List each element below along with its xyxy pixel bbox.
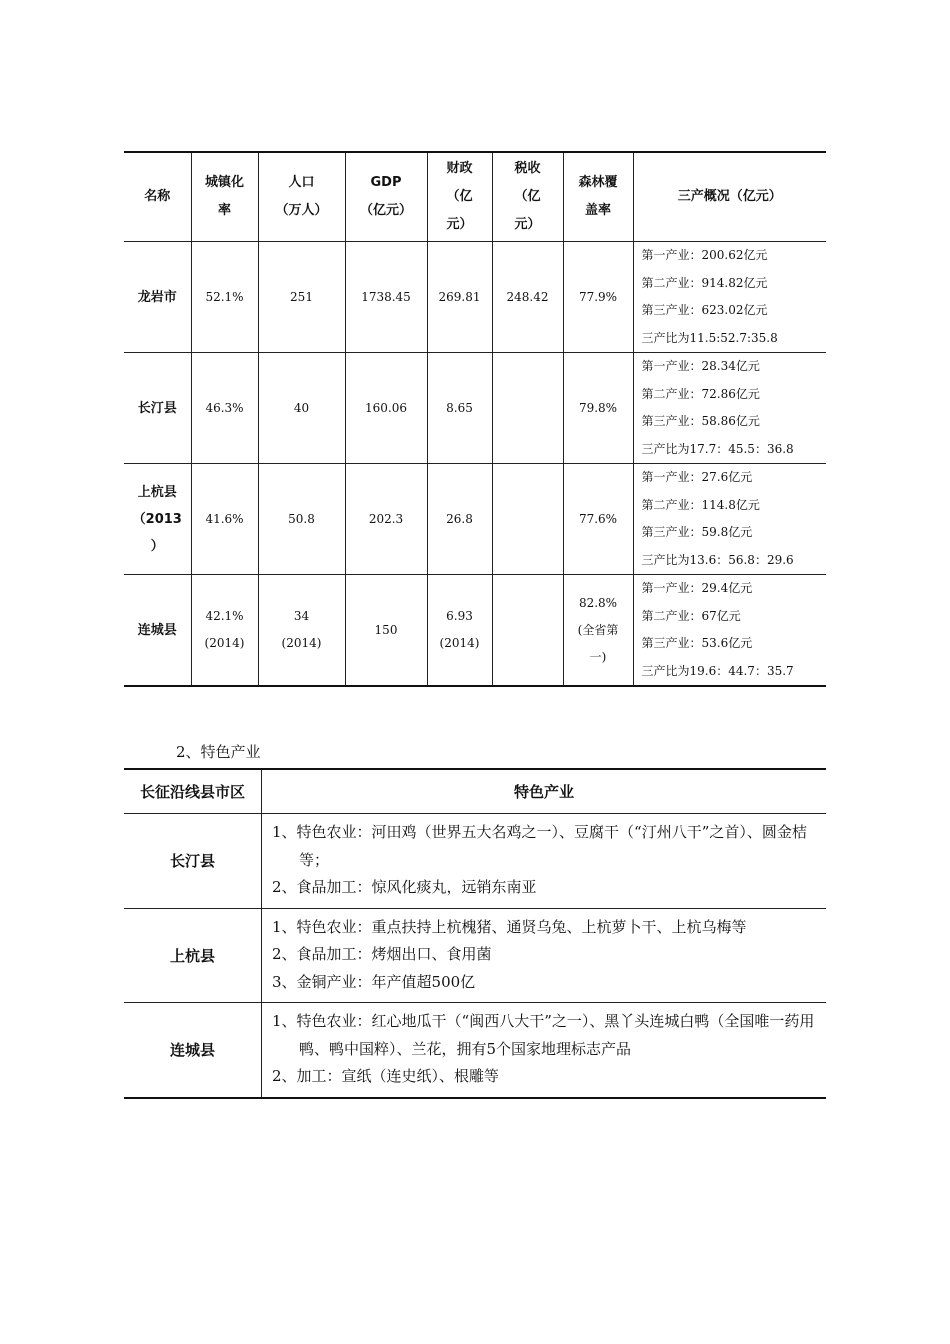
cell-line: 率 [217,203,231,218]
industry-overview-cell [633,575,826,687]
gdp-cell [345,353,427,464]
overview-line: 第二产业：67亿元 [641,608,741,623]
cell-line: 52.1% [205,289,244,304]
tax-revenue-cell [492,242,563,353]
cell-line: 长汀县 [137,400,177,416]
industry-item: 2、食品加工：烤烟出口、食用菌 [272,945,492,963]
table-row [124,242,826,353]
fiscal-revenue-cell [427,353,492,464]
header-cell [563,152,633,242]
cell-line: (2014) [281,636,322,650]
table-row [124,1003,826,1098]
cell-line: (全省第 [577,622,619,637]
cell-line: 160.06 [365,400,407,415]
industry-item: 1、特色农业：河田鸡（世界五大名鸡之一）、豆腐干（“汀州八干”之首）、圆金桔等； [272,823,807,869]
overview-line: 第一产业：200.62亿元 [641,248,768,262]
cell-line: （亿 [514,189,541,204]
cell-line: （亿元） [359,203,412,218]
fiscal-revenue-cell [427,242,492,353]
industry-item: 2、加工：宣纸（连史纸）、根雕等 [272,1067,500,1085]
header-cell [345,152,427,242]
cell-line: 50.8 [288,511,315,526]
region-name-cell [124,464,191,575]
table-row [124,464,826,575]
header-cell [191,152,258,242]
cell-line: 77.9% [578,289,618,304]
urbanization-rate-cell [191,242,258,353]
cell-line: GDP [370,175,402,190]
cell-line: 8.65 [446,400,473,415]
region-name-cell [124,353,191,464]
section-heading: 2、特色产业 [176,743,261,761]
table-row [124,908,826,1003]
cell-line: 上杭县 [137,484,177,500]
cell-line: 150 [374,622,398,637]
overview-line: 第一产业：27.6亿元 [641,470,753,484]
tax-revenue-cell [492,464,563,575]
fiscal-revenue-cell [427,575,492,687]
industry-item: 3、金铜产业：年产值超500亿 [272,972,476,991]
cell-line: 82.8% [578,595,618,610]
cell-line: 连城县 [137,622,177,638]
featured-industries-table [124,768,826,1099]
overview-line: 三产比为11.5:52.7:35.8 [641,330,778,345]
cell-line: 42.1% [205,609,244,623]
gdp-cell [345,464,427,575]
overview-line: 第三产业：58.86亿元 [641,414,760,428]
gdp-cell [345,575,427,687]
forest-coverage-cell [563,353,633,464]
county-name-cell: 长汀县 [124,814,262,909]
tax-revenue-cell [492,575,563,687]
urbanization-rate-cell [191,353,258,464]
tax-revenue-cell [492,353,563,464]
fiscal-revenue-cell [427,464,492,575]
cell-line: （万人） [275,203,328,218]
population-cell [258,464,345,575]
industry-overview-cell [633,242,826,353]
population-cell [258,575,345,687]
county-name-cell: 连城县 [124,1003,262,1098]
cell-line: 77.6% [578,511,618,526]
urbanization-rate-cell [191,575,258,687]
header-cell [492,152,563,242]
industry-list-cell [262,1003,827,1098]
header-county: 长征沿线县市区 [124,769,262,814]
cell-line: 1738.45 [361,289,411,304]
forest-coverage-cell [563,242,633,353]
cell-line: 森林覆 [578,175,618,190]
overview-line: 三产比为19.6：44.7：35.7 [641,663,794,678]
overview-line: 第二产业：72.86亿元 [641,386,760,401]
overview-line: 第一产业：28.34亿元 [641,359,760,373]
cell-line: ） [150,538,164,554]
forest-coverage-cell [563,464,633,575]
urbanization-rate-cell [191,464,258,575]
cell-line: 40 [293,400,310,415]
county-name-cell: 上杭县 [124,908,262,1003]
cell-line: 财政 [446,161,473,176]
industry-list-cell [262,908,827,1003]
cell-line: （亿 [446,189,473,204]
cell-line: 人口 [288,175,315,190]
overview-line: 三产比为17.7：45.5：36.8 [641,441,794,456]
table-row [124,575,826,687]
cell-line: 三产概况（亿元） [677,189,782,204]
table-row [124,814,826,909]
population-cell [258,353,345,464]
cell-line: 251 [290,289,313,304]
header-cell [633,152,826,242]
industry-overview-cell [633,464,826,575]
population-cell [258,242,345,353]
header-cell [124,152,191,242]
cell-line: (2014) [204,636,245,650]
header-cell [258,152,345,242]
industry-list-cell [262,814,827,909]
forest-coverage-cell [563,575,633,687]
cell-line: 46.3% [205,400,244,415]
cell-line: 元） [446,217,473,232]
overview-line: 第三产业：623.02亿元 [641,303,768,317]
overview-line: 三产比为13.6：56.8：29.6 [641,552,794,567]
cell-line: 名称 [144,189,171,204]
cell-line: 元） [514,217,541,232]
economic-overview-table [124,151,826,687]
cell-line: 79.8% [578,400,618,415]
cell-line: 龙岩市 [137,289,177,305]
table1-header-row [124,152,826,242]
cell-line: (2014) [439,636,480,650]
header-industry: 特色产业 [262,769,827,814]
cell-line: 6.93 [446,609,473,623]
cell-line: 34 [293,609,310,623]
cell-line: 盖率 [584,203,611,218]
industry-overview-cell [633,353,826,464]
cell-line: 41.6% [205,511,244,526]
industry-item: 1、特色农业：重点扶持上杭槐猪、通贤乌兔、上杭萝卜干、上杭乌梅等 [272,917,747,936]
cell-line: 一) [589,649,607,664]
overview-line: 第三产业：53.6亿元 [641,636,753,650]
cell-line: 202.3 [368,511,404,526]
cell-line: （2013 [132,511,182,527]
header-cell [427,152,492,242]
industry-item: 1、特色农业：红心地瓜干（“闽西八大干”之一）、黑丫头连城白鸭（全国唯一药用鸭、鸭中国粹）、兰花，拥有5个国家地理标志产品 [272,1012,815,1058]
cell-line: 248.42 [506,289,549,304]
overview-line: 第二产业：114.8亿元 [641,497,760,512]
region-name-cell [124,575,191,687]
cell-line: 税收 [514,161,541,176]
overview-line: 第二产业：914.82亿元 [641,275,768,290]
cell-line: 26.8 [446,511,473,526]
table-row [124,353,826,464]
overview-line: 第三产业：59.8亿元 [641,525,753,539]
gdp-cell [345,242,427,353]
overview-line: 第一产业：29.4亿元 [641,581,753,595]
cell-line: 269.81 [438,289,481,304]
industry-item: 2、食品加工：惊风化痰丸，远销东南亚 [272,878,537,896]
table2-header-row [124,769,826,814]
region-name-cell [124,242,191,353]
cell-line: 城镇化 [204,175,244,190]
